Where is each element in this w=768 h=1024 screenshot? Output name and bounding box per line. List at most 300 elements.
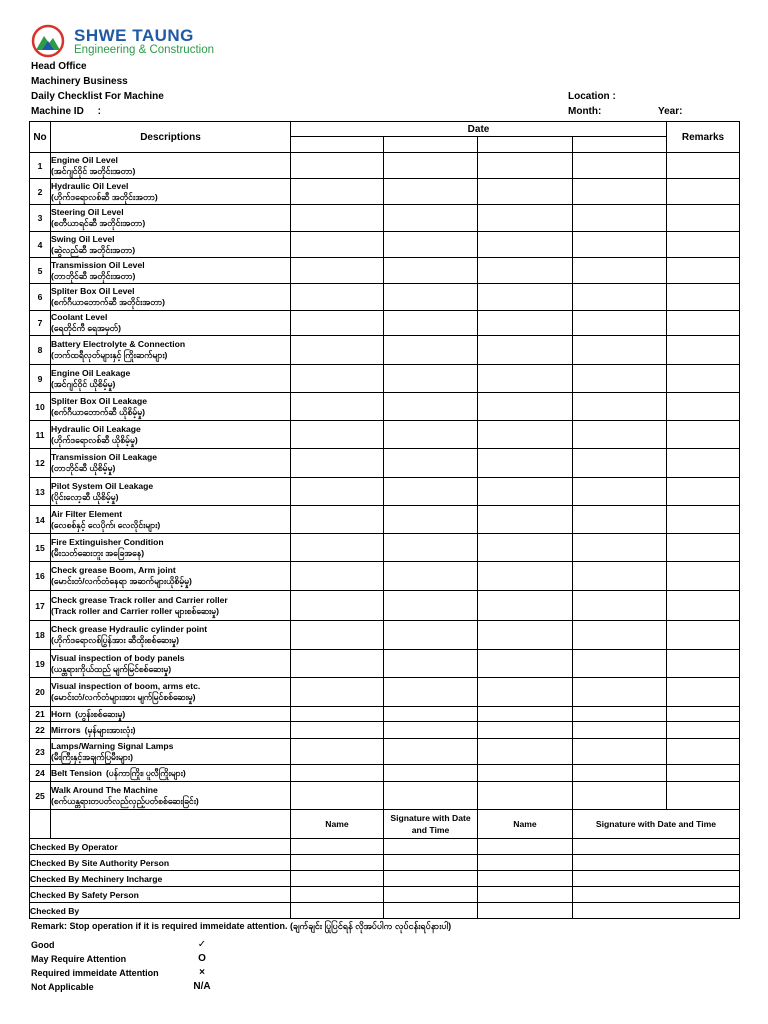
check-cell[interactable]: [478, 534, 573, 562]
item-description-en: Spliter Box Oil Level: [51, 286, 135, 296]
remarks-cell[interactable]: [667, 506, 740, 534]
item-number: 25: [30, 782, 51, 810]
item-description: [51, 534, 291, 562]
check-cell[interactable]: [573, 707, 667, 722]
remarks-cell[interactable]: [667, 562, 740, 591]
check-cell[interactable]: [478, 722, 573, 739]
check-cell[interactable]: [573, 534, 667, 562]
item-number: 6: [30, 284, 51, 311]
check-cell[interactable]: [478, 765, 573, 782]
check-cell[interactable]: [573, 232, 667, 258]
item-description: [51, 365, 291, 393]
item-number: 15: [30, 534, 51, 562]
remarks-cell[interactable]: [667, 393, 740, 421]
checklist-row: [30, 478, 740, 506]
checklist-items: [30, 153, 740, 810]
check-cell[interactable]: [384, 621, 478, 650]
item-description-en: Hydraulic Oil Level: [51, 180, 129, 191]
check-cell[interactable]: [478, 365, 573, 393]
check-cell[interactable]: [384, 707, 478, 722]
check-cell[interactable]: [384, 722, 478, 739]
check-cell[interactable]: [573, 365, 667, 393]
item-number: 2: [30, 179, 51, 205]
item-description-en: Belt Tension: [51, 767, 102, 778]
signature-header: Signature with Date and Time: [384, 810, 478, 839]
item-number: 4: [30, 232, 51, 258]
check-cell[interactable]: [291, 765, 384, 782]
check-cell[interactable]: [384, 232, 478, 258]
company-name: SHWE TAUNG: [74, 26, 194, 45]
item-number: 16: [30, 562, 51, 591]
check-cell[interactable]: [384, 421, 478, 449]
check-cell[interactable]: [573, 179, 667, 205]
checklist-row: [30, 336, 740, 365]
checklist-row: [30, 707, 740, 722]
remarks-cell[interactable]: [667, 534, 740, 562]
item-description-en: Engine Oil Leakage: [51, 367, 131, 378]
item-description-mm: (မောင်းတံ/လက်တံနေရာ အဆက်များယိုစိမ့်မှု): [51, 576, 192, 586]
name-cell[interactable]: [291, 903, 384, 919]
check-cell[interactable]: [573, 591, 667, 621]
remarks-cell[interactable]: [667, 311, 740, 336]
name-cell[interactable]: [291, 871, 384, 887]
item-description-en: Swing Oil Level: [51, 233, 115, 244]
check-cell[interactable]: [478, 284, 573, 311]
check-cell[interactable]: [291, 258, 384, 284]
machine-id-label: Machine ID :: [31, 106, 102, 117]
check-cell[interactable]: [291, 179, 384, 205]
item-number: 10: [30, 393, 51, 421]
check-cell[interactable]: [384, 205, 478, 232]
legend-label: Good: [31, 940, 55, 950]
legend-label: Required immeidate Attention: [31, 968, 159, 978]
checklist-row: [30, 421, 740, 449]
item-description-en: Air Filter Element: [51, 508, 123, 519]
item-description-mm: (စတီယာရင်ဆီ အတိုင်းအတာ): [51, 218, 146, 228]
check-cell[interactable]: [291, 421, 384, 449]
check-cell[interactable]: [573, 739, 667, 765]
remarks-cell[interactable]: [667, 678, 740, 707]
check-cell[interactable]: [384, 336, 478, 365]
checklist-row: [30, 393, 740, 421]
signature-cell[interactable]: [384, 855, 478, 871]
name-cell[interactable]: [291, 839, 384, 855]
check-cell[interactable]: [291, 506, 384, 534]
check-cell[interactable]: [291, 336, 384, 365]
checklist-row: [30, 205, 740, 232]
item-description-mm: (ယန္တရားကိုယ်ထည် မျက်မြင်စစ်ဆေးမှု): [51, 663, 172, 674]
check-cell[interactable]: [573, 336, 667, 365]
checklist-row: [30, 311, 740, 336]
check-cell[interactable]: [291, 478, 384, 506]
item-description: [51, 707, 291, 722]
item-description-mm: (တာဘိုင်ဆီ အတိုင်းအတာ): [51, 270, 136, 281]
item-description-mm: (လေစစ်နှင့် လေပိုက်၊ လေလိုင်းများ): [51, 519, 161, 530]
item-number: 22: [30, 722, 51, 739]
name-cell[interactable]: [478, 871, 573, 887]
check-cell[interactable]: [478, 621, 573, 650]
item-number: 21: [30, 707, 51, 722]
check-cell[interactable]: [478, 232, 573, 258]
check-cell[interactable]: [478, 782, 573, 810]
item-description-mm: (ဟိုက်ဒရောလစ်ပြွန်အား ဆီထိုးစစ်ဆေးမှု): [51, 635, 180, 645]
item-number: 13: [30, 478, 51, 506]
signature-cell[interactable]: [384, 903, 478, 919]
item-description-mm: (အင်ဂျင်ဝိုင် အတိုင်းအတာ): [51, 165, 136, 176]
item-description-mm: (ဘက်ထရီလုတ်များနှင့် ကြိုးဆက်များ): [51, 350, 168, 360]
check-cell[interactable]: [573, 650, 667, 678]
item-description-mm: (စက်ဂီယာဘောက်ဆီ အတိုင်းအတာ): [51, 297, 165, 307]
item-number: 12: [30, 449, 51, 478]
check-cell[interactable]: [384, 782, 478, 810]
sign-off-rows: [30, 839, 740, 919]
item-description: [51, 621, 291, 650]
check-cell[interactable]: [478, 311, 573, 336]
item-description-mm: (မှန်များအားလုံး): [84, 724, 136, 735]
sign-off-row: [30, 887, 740, 903]
check-cell[interactable]: [384, 506, 478, 534]
checklist-row: [30, 678, 740, 707]
remarks-cell[interactable]: [667, 765, 740, 782]
check-cell[interactable]: [291, 707, 384, 722]
remarks-cell[interactable]: [667, 284, 740, 311]
item-description: [51, 739, 291, 765]
item-number: 5: [30, 258, 51, 284]
checklist-row: [30, 739, 740, 765]
check-cell[interactable]: [478, 258, 573, 284]
item-description: [51, 722, 291, 739]
checklist-row: [30, 179, 740, 205]
check-cell[interactable]: [384, 365, 478, 393]
item-description-mm: (စက်ဂီယာဘောက်ဆီ ယိုစိမ့်မှု): [51, 406, 145, 417]
item-description-en: Walk Around The Machine: [51, 784, 158, 795]
check-cell[interactable]: [478, 336, 573, 365]
check-cell[interactable]: [384, 534, 478, 562]
check-cell[interactable]: [478, 205, 573, 232]
item-description-mm: (ပိုင်းလော့ဆီ ယိုစိမ့်မှု): [51, 491, 119, 502]
remarks-cell[interactable]: [667, 591, 740, 621]
item-description-mm: (မီးသတ်ဆေးဘူး အခြေအနေ): [51, 547, 145, 558]
check-cell[interactable]: [291, 365, 384, 393]
check-cell[interactable]: [478, 179, 573, 205]
check-cell[interactable]: [478, 421, 573, 449]
item-description-mm: (စက်ယန္တရားတပတ်လည်လှည့်ပတ်စစ်ဆေးခြင်း): [51, 795, 199, 806]
checklist-row: [30, 232, 740, 258]
remarks-cell[interactable]: [667, 707, 740, 722]
check-cell[interactable]: [478, 678, 573, 707]
item-description-mm: (မောင်းတံ/လက်တံများအား မျက်မြင်စစ်ဆေးမှု): [51, 692, 196, 702]
check-cell[interactable]: [384, 478, 478, 506]
date-cell[interactable]: [291, 137, 384, 153]
remarks-cell[interactable]: [667, 782, 740, 810]
item-number: 1: [30, 153, 51, 179]
remarks-cell[interactable]: [667, 258, 740, 284]
check-cell[interactable]: [478, 478, 573, 506]
remarks-cell[interactable]: [667, 153, 740, 179]
item-description-en: Horn: [51, 708, 72, 719]
signature-cell[interactable]: [573, 871, 740, 887]
item-description: [51, 232, 291, 258]
sign-off-row: [30, 839, 740, 855]
checklist-row: [30, 153, 740, 179]
item-number: 9: [30, 365, 51, 393]
sign-off-row: [30, 855, 740, 871]
item-description-mm: (ဆွဲလည်ဆီ အတိုင်းအတာ): [51, 244, 136, 255]
checklist-row: [30, 258, 740, 284]
item-description-en: Check grease Track roller and Carrier roller: [51, 594, 228, 605]
checklist-row: [30, 722, 740, 739]
check-cell[interactable]: [384, 284, 478, 311]
checklist-row: [30, 621, 740, 650]
legend-symbol: ✓: [197, 939, 207, 950]
check-cell[interactable]: [291, 311, 384, 336]
date-cell[interactable]: [478, 137, 573, 153]
check-cell[interactable]: [291, 722, 384, 739]
name-cell[interactable]: [478, 903, 573, 919]
check-cell[interactable]: [478, 393, 573, 421]
remarks-cell[interactable]: [667, 336, 740, 365]
check-cell[interactable]: [573, 421, 667, 449]
item-description-en: Coolant Level: [51, 312, 108, 322]
sign-off-label: Checked By Operator: [30, 839, 291, 855]
item-description-mm: (ဟွန်းစစ်ဆေးမှု): [75, 708, 126, 719]
item-description-en: Visual inspection of boom, arms etc.: [51, 681, 201, 691]
remark-text: Remark: Stop operation if it is required immeidate attention. (ချက်ချင်း ပြုပြင်ရန် လိုအပ်ပါက လုပ်ငန်းရပ်နားပါ): [31, 921, 452, 931]
check-cell[interactable]: [291, 650, 384, 678]
check-cell[interactable]: [384, 591, 478, 621]
legend-symbol: N/A: [193, 981, 211, 992]
remarks-cell[interactable]: [667, 722, 740, 739]
check-cell[interactable]: [573, 478, 667, 506]
check-cell[interactable]: [478, 506, 573, 534]
check-cell[interactable]: [573, 562, 667, 591]
check-cell[interactable]: [573, 205, 667, 232]
remarks-cell[interactable]: [667, 739, 740, 765]
item-number: 7: [30, 311, 51, 336]
item-description-en: Hydraulic Oil Leakage: [51, 423, 141, 434]
remarks-cell[interactable]: [667, 365, 740, 393]
item-description-en: Check grease Hydraulic cylinder point: [51, 624, 208, 634]
item-description: [51, 562, 291, 591]
item-description: [51, 782, 291, 810]
sign-off-row: [30, 903, 740, 919]
check-cell[interactable]: [291, 562, 384, 591]
name-cell[interactable]: [478, 887, 573, 903]
item-description-en: Mirrors: [51, 724, 81, 735]
name-header: Name: [291, 810, 384, 839]
check-cell[interactable]: [291, 449, 384, 478]
checklist-row: [30, 365, 740, 393]
check-cell[interactable]: [478, 562, 573, 591]
item-description-en: Pilot System Oil Leakage: [51, 480, 154, 491]
item-description-mm: (Track roller and Carrier roller များစစ်ဆေးမှု): [51, 605, 219, 616]
remarks-cell[interactable]: [667, 449, 740, 478]
check-cell[interactable]: [573, 765, 667, 782]
check-cell[interactable]: [573, 506, 667, 534]
legend-symbol: O: [198, 953, 206, 964]
signature-cell[interactable]: [573, 855, 740, 871]
check-cell[interactable]: [384, 393, 478, 421]
check-cell[interactable]: [291, 232, 384, 258]
check-cell[interactable]: [291, 393, 384, 421]
name-cell[interactable]: [478, 855, 573, 871]
checklist-row: [30, 534, 740, 562]
check-cell[interactable]: [384, 678, 478, 707]
remarks-cell[interactable]: [667, 621, 740, 650]
item-description: [51, 284, 291, 311]
checklist-row: [30, 284, 740, 311]
signature-cell[interactable]: [573, 839, 740, 855]
item-description: [51, 765, 291, 782]
item-description-en: Transmission Oil Leakage: [51, 452, 158, 462]
office-label: Head Office: [31, 61, 87, 72]
item-description: [51, 393, 291, 421]
sign-off-label: Checked By Site Authority Person: [30, 855, 291, 871]
item-number: 14: [30, 506, 51, 534]
name-cell[interactable]: [291, 855, 384, 871]
legend-label: Not Applicable: [31, 982, 94, 992]
remarks-cell[interactable]: [667, 421, 740, 449]
check-cell[interactable]: [384, 179, 478, 205]
item-number: 23: [30, 739, 51, 765]
check-cell[interactable]: [573, 153, 667, 179]
item-number: 20: [30, 678, 51, 707]
remarks-cell[interactable]: [667, 478, 740, 506]
check-cell[interactable]: [384, 311, 478, 336]
signature-cell[interactable]: [384, 871, 478, 887]
item-description-en: Check grease Boom, Arm joint: [51, 565, 176, 575]
blank-cell: [51, 810, 291, 839]
blank-cell: [30, 810, 51, 839]
date-cell[interactable]: [573, 137, 667, 153]
item-description: [51, 650, 291, 678]
check-cell[interactable]: [291, 534, 384, 562]
check-cell[interactable]: [573, 621, 667, 650]
checklist-row: [30, 449, 740, 478]
remarks-cell[interactable]: [667, 650, 740, 678]
signature-cell[interactable]: [384, 839, 478, 855]
item-number: 8: [30, 336, 51, 365]
check-cell[interactable]: [291, 205, 384, 232]
item-description: [51, 449, 291, 478]
col-header-no: No: [30, 122, 51, 153]
company-tagline: Engineering & Construction: [74, 44, 214, 56]
checklist-row: [30, 591, 740, 621]
check-cell[interactable]: [573, 311, 667, 336]
item-number: 19: [30, 650, 51, 678]
remarks-cell[interactable]: [667, 205, 740, 232]
check-cell[interactable]: [291, 591, 384, 621]
check-cell[interactable]: [291, 284, 384, 311]
item-number: 24: [30, 765, 51, 782]
item-description-mm: (ဟိုက်ဒရောလစ်ဆီ ယိုစိမ့်မှု): [51, 434, 138, 445]
checklist-row: [30, 782, 740, 810]
col-header-descriptions: Descriptions: [51, 122, 291, 153]
item-number: 17: [30, 591, 51, 621]
signature-cell[interactable]: [384, 887, 478, 903]
checklist-row: [30, 650, 740, 678]
item-number: 3: [30, 205, 51, 232]
check-cell[interactable]: [291, 153, 384, 179]
item-description-mm: (မီးကြီးနှင့်အချက်ပြမီးများ): [51, 751, 133, 762]
check-cell[interactable]: [384, 449, 478, 478]
sign-off-label: Checked By: [30, 903, 291, 919]
checklist-title: Daily Checklist For Machine: [31, 91, 164, 102]
item-description-en: Spliter Box Oil Leakage: [51, 395, 147, 406]
item-description-en: Visual inspection of body panels: [51, 652, 185, 663]
checklist-row: [30, 562, 740, 591]
item-description: [51, 205, 291, 232]
company-logo: [30, 24, 230, 58]
check-cell[interactable]: [291, 739, 384, 765]
item-description-mm: (ရေတိုင်ကီ ရေအမှတ်): [51, 323, 122, 333]
legend-symbol: ×: [199, 967, 205, 978]
check-cell[interactable]: [478, 739, 573, 765]
check-cell[interactable]: [384, 765, 478, 782]
name-cell[interactable]: [291, 887, 384, 903]
item-description-en: Battery Electrolyte & Connection: [51, 339, 186, 349]
item-description: [51, 258, 291, 284]
signature-cell[interactable]: [573, 903, 740, 919]
check-cell[interactable]: [384, 258, 478, 284]
item-description-mm: (ပန်ကာကြိုး၊ ပူလီကြိုးများ): [105, 767, 186, 778]
sign-off-row: [30, 871, 740, 887]
remarks-cell[interactable]: [667, 232, 740, 258]
signature-header: Signature with Date and Time: [573, 810, 740, 839]
check-cell[interactable]: [291, 782, 384, 810]
check-cell[interactable]: [573, 722, 667, 739]
item-description-en: Transmission Oil Level: [51, 259, 145, 270]
check-cell[interactable]: [384, 739, 478, 765]
check-cell[interactable]: [384, 562, 478, 591]
item-number: 11: [30, 421, 51, 449]
check-cell[interactable]: [573, 678, 667, 707]
check-cell[interactable]: [478, 650, 573, 678]
item-description-en: Steering Oil Level: [51, 207, 124, 217]
check-cell[interactable]: [384, 153, 478, 179]
check-cell[interactable]: [573, 258, 667, 284]
check-cell[interactable]: [384, 650, 478, 678]
date-cell[interactable]: [384, 137, 478, 153]
check-cell[interactable]: [573, 449, 667, 478]
check-cell[interactable]: [478, 707, 573, 722]
check-cell[interactable]: [573, 284, 667, 311]
check-cell[interactable]: [478, 591, 573, 621]
item-description-en: Fire Extinguisher Condition: [51, 536, 164, 547]
location-label: Location :: [568, 91, 616, 102]
item-description-en: Engine Oil Level: [51, 154, 118, 165]
checklist-row: [30, 765, 740, 782]
signature-cell[interactable]: [573, 887, 740, 903]
checklist-table: [29, 121, 740, 919]
check-cell[interactable]: [291, 621, 384, 650]
item-description: [51, 311, 291, 336]
col-header-date: Date: [291, 122, 667, 137]
check-cell[interactable]: [573, 393, 667, 421]
item-description-mm: (ဟိုက်ဒရောလစ်ဆီ အတိုင်းအတာ): [51, 191, 158, 202]
item-number: 18: [30, 621, 51, 650]
name-cell[interactable]: [478, 839, 573, 855]
item-description: [51, 506, 291, 534]
check-cell[interactable]: [573, 782, 667, 810]
check-cell[interactable]: [291, 678, 384, 707]
item-description: [51, 153, 291, 179]
remarks-cell[interactable]: [667, 179, 740, 205]
item-description: [51, 478, 291, 506]
check-cell[interactable]: [478, 153, 573, 179]
check-cell[interactable]: [478, 449, 573, 478]
item-description: [51, 179, 291, 205]
